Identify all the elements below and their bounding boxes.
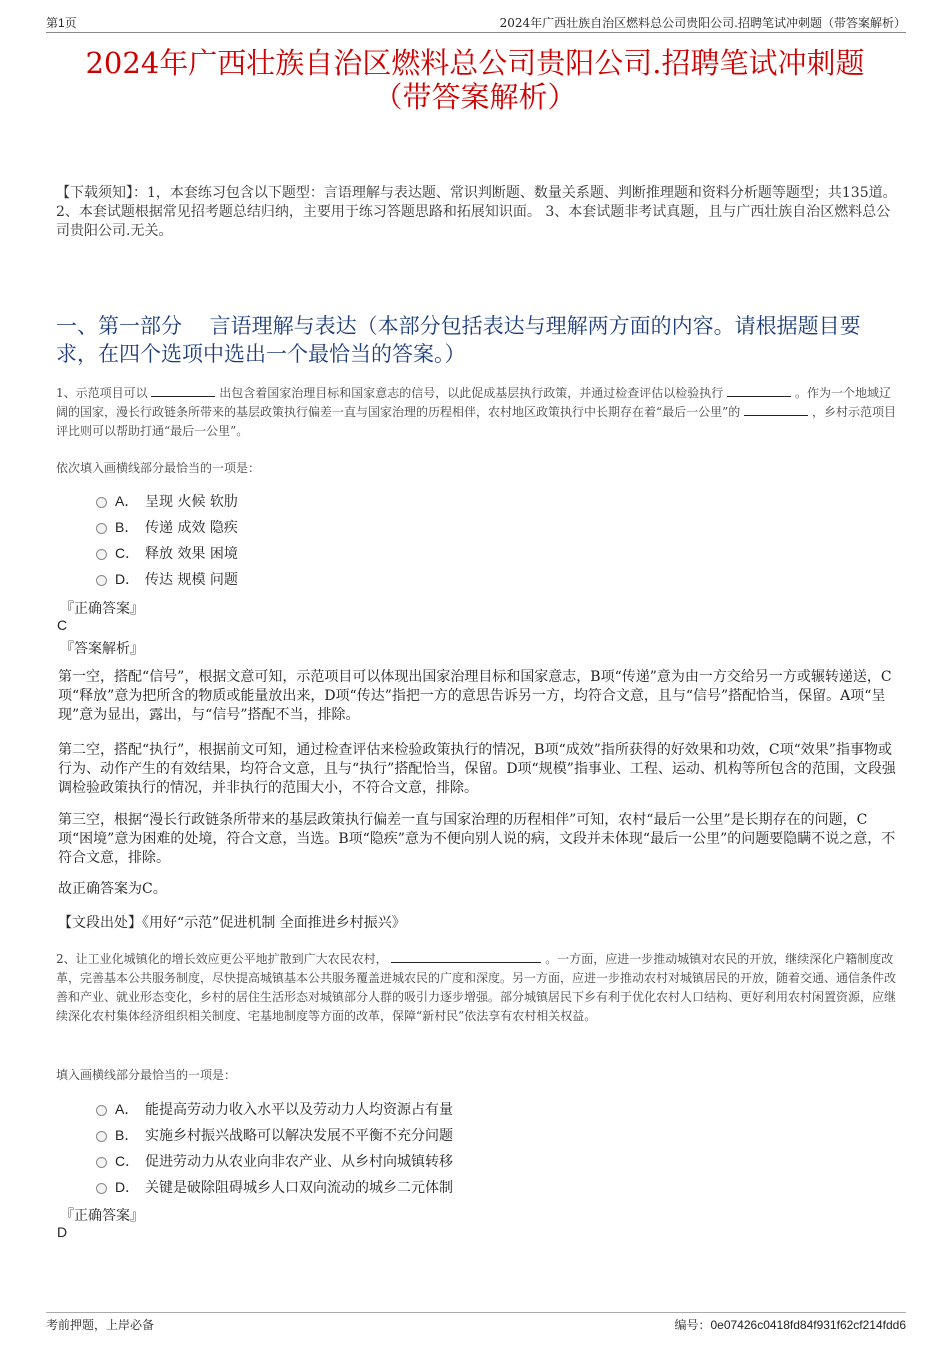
q2-blank-1 — [391, 950, 541, 963]
q1-answer: C — [57, 617, 68, 633]
q2-option-a[interactable]: A． 能提高劳动力收入水平以及劳动力人均资源占有量 — [96, 1096, 453, 1122]
q1-answer-label: 『正确答案』 — [60, 601, 144, 617]
question-1-stem — [56, 384, 900, 441]
q2-option-d[interactable]: D． 关键是破除阻碍城乡人口双向流动的城乡二元体制 — [96, 1174, 453, 1200]
q2-answer: D — [57, 1224, 68, 1240]
q1-analysis-para-2: 第二空，搭配“执行”，根据前文可知，通过检查评估来检验政策执行的情况，B项“成效”指所获得的好效果和功效，C项“效果”指事物或行为、动作产生的有效结果，均符合文意，且与“执行”搭配恰当，保留。D项“规模”指事业、工程、运动、机构等所包含的范围，文段强调检验政策执行的情况，并非执行的范围大小，不符合文意，排除。 — [58, 742, 896, 796]
radio-icon[interactable] — [96, 497, 107, 508]
q1-text-2: 出包含着国家治理目标和国家意志的信号，以此促成基层执行政策，并通过检查评估以检验执行 — [219, 386, 724, 400]
q1-analysis-label: 『答案解析』 — [60, 641, 144, 657]
radio-icon[interactable] — [96, 523, 107, 534]
radio-icon[interactable] — [96, 1131, 107, 1142]
q2-prompt: 填入画横线部分最恰当的一项是： — [56, 1068, 237, 1082]
question-2-stem — [56, 950, 900, 1026]
download-notice: 【下载须知】：1，本套练习包含以下题型：言语理解与表达题、常识判断题、数量关系题、判断推理题和资料分析题等题型；共135道。 2、本套试题根据常见招考题总结归纳，主要用于练习答题思路和拓展知识面。 3、本套试题非考试真题，且与广西壮族自治区燃料总公司贵阳公司.无关。 — [56, 185, 897, 239]
title-line-1: 2024年广西壮族自治区燃料总公司贵阳公司.招聘笔试冲刺题 — [85, 46, 865, 80]
q1-prompt: 依次填入画横线部分最恰当的一项是： — [56, 461, 261, 475]
q1-text-3: 。作为一个地域辽阔的国家，漫长行政链条所带来的基层政策执行偏差一直与国家治理的历程相伴，农村地区政策执行中长期存在着“最后一公里”的 — [56, 386, 891, 419]
q1-conclusion: 故正确答案为C。 — [58, 881, 167, 897]
title-line-2: （带答案解析） — [373, 80, 577, 114]
footer-slogan: 考前押题，上岸必备 — [46, 1318, 155, 1332]
q2-options — [96, 1096, 453, 1200]
page-number: 第1页 — [46, 16, 77, 30]
q2-text-2: 。一方面，应进一步推动城镇对农民的开放，继续深化户籍制度改革，完善基本公共服务制度，尽快提高城镇基本公共服务覆盖进城农民的广度和深度。另一方面，应进一步推动农村对城镇居民的开放，随着交通、通信条件改善和产业、就业形态变化，乡村的居住生活形态对城镇部分人群的吸引力逐步增强。部分城镇居民下乡有利于优化农村人口结构、更好利用农村闲置资源，应继续深化农村集体经济组织相关制度、宅基地制度等方面的改革，保障“新村民”依法享有农村相关权益。 — [56, 952, 897, 1023]
q1-text-1: 1、示范项目可以 — [56, 386, 148, 400]
page-header — [46, 14, 906, 33]
q1-option-c[interactable]: C． 释放 效果 困境 — [96, 540, 238, 566]
q1-source: 【文段出处】《用好“示范”促进机制 全面推进乡村振兴》 — [58, 915, 406, 931]
radio-icon[interactable] — [96, 575, 107, 586]
radio-icon[interactable] — [96, 1157, 107, 1168]
q1-options — [96, 488, 238, 592]
q1-analysis-para-3: 第三空，根据“漫长行政链条所带来的基层政策执行偏差一直与国家治理的历程相伴”可知，农村“最后一公里”是长期存在的问题，C项“困境”意为困难的处境，符合文意，当选。B项“隐疾”意为不便向别人说的病，文段并未体现“最后一公里”的问题要隐瞒不说之意，不符合文意，排除。 — [58, 812, 896, 866]
q2-option-c[interactable]: C． 促进劳动力从农业向非农产业、从乡村向城镇转移 — [96, 1148, 453, 1174]
q1-option-b[interactable]: B． 传递 成效 隐疾 — [96, 514, 238, 540]
footer-doc-id: 编号：0e07426c0418fd84f931f62cf214fdd6 — [674, 1318, 906, 1332]
q1-analysis-para-1: 第一空，搭配“信号”，根据文意可知，示范项目可以体现出国家治理目标和国家意志，B项“传递”意为由一方交给另一方或辗转递送，C项“释放”意为把所含的物质或能量放出来，D项“传达”指把一方的意思告诉另一方，均符合文意，且与“信号”搭配恰当，保留。A项“呈现”意为显出，露出，与“信号”搭配不当，排除。 — [58, 669, 892, 723]
radio-icon[interactable] — [96, 1105, 107, 1116]
q2-text-1: 2、让工业化城镇化的增长效应更公平地扩散到广大农民农村， — [56, 952, 388, 966]
q1-blank-2 — [727, 384, 791, 397]
q1-blank-3 — [744, 403, 808, 416]
header-doc-title: 2024年广西壮族自治区燃料总公司贵阳公司.招聘笔试冲刺题（带答案解析） — [499, 16, 906, 30]
q2-option-b[interactable]: B． 实施乡村振兴战略可以解决发展不平衡不充分问题 — [96, 1122, 453, 1148]
q1-option-d[interactable]: D． 传达 规模 问题 — [96, 566, 238, 592]
q1-blank-1 — [151, 384, 215, 397]
section-heading: 一、第一部分 言语理解与表达（本部分包括表达与理解两方面的内容。请根据题目要求，在四个选项中选出一个最恰当的答案。） — [56, 314, 861, 366]
document-title — [40, 46, 910, 114]
q1-text-4: ，乡村示范项目评比则可以帮助打通“最后一公里”。 — [56, 405, 896, 438]
page-footer — [46, 1312, 906, 1332]
q2-answer-label: 『正确答案』 — [60, 1208, 144, 1224]
radio-icon[interactable] — [96, 1183, 107, 1194]
radio-icon[interactable] — [96, 549, 107, 560]
q1-option-a[interactable]: A． 呈现 火候 软肋 — [96, 488, 238, 514]
